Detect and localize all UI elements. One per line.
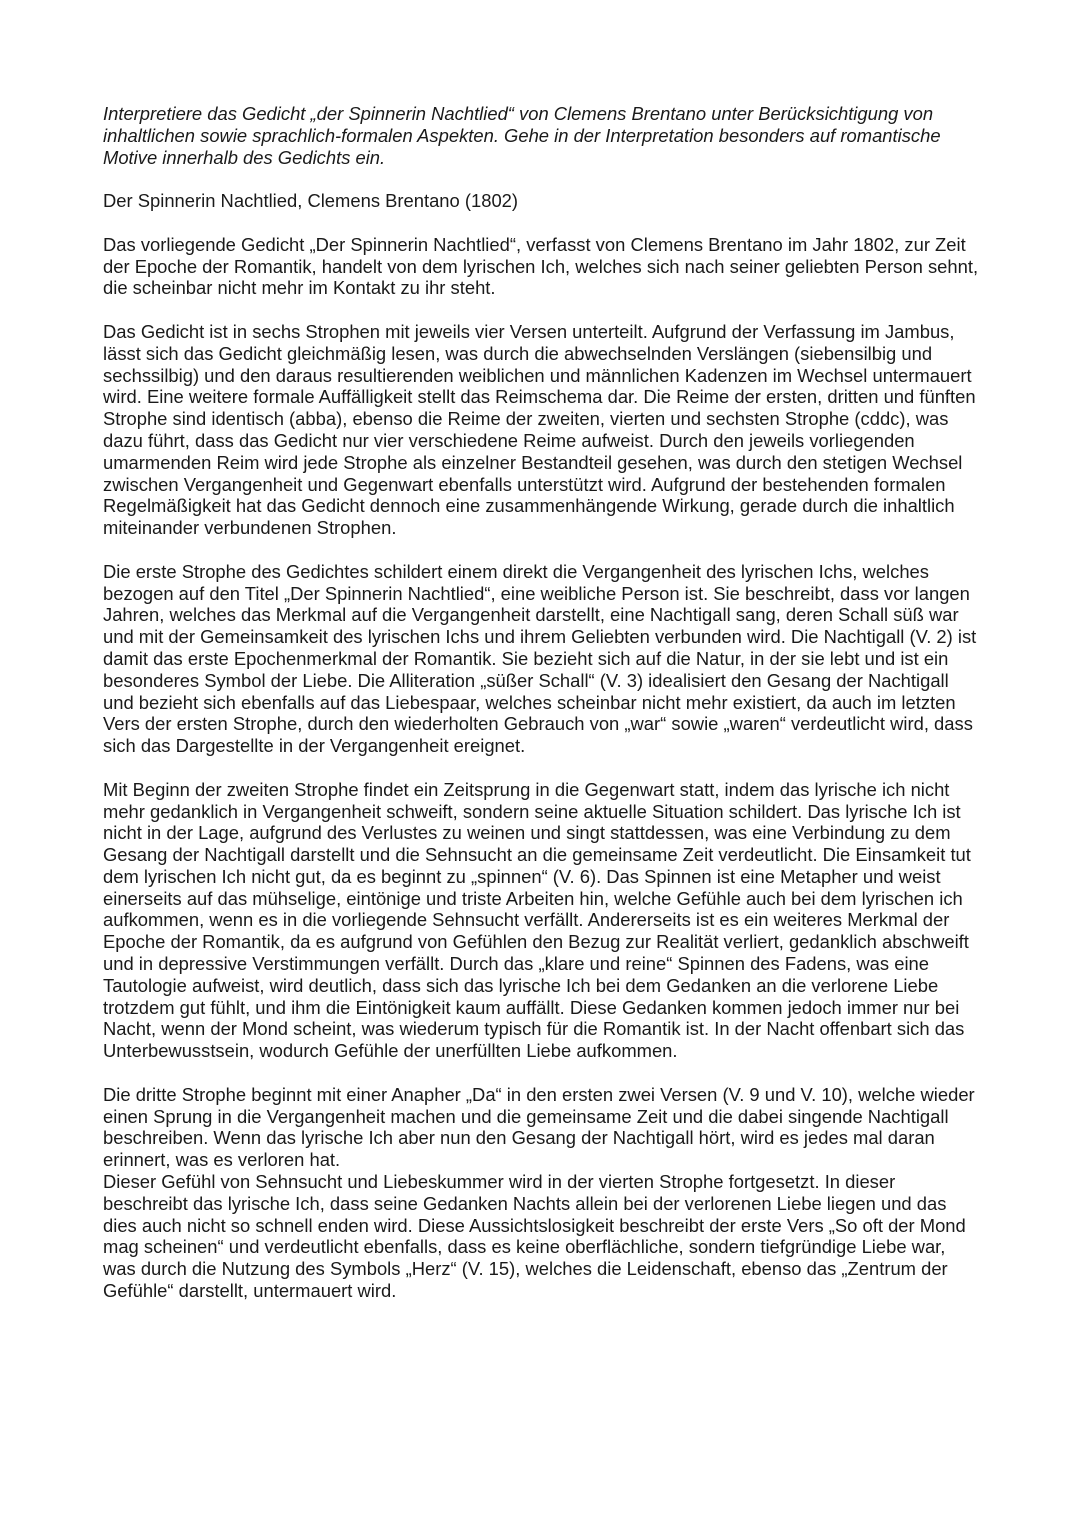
paragraph-introduction: Das vorliegende Gedicht „Der Spinnerin Nachtlied“, verfasst von Clemens Brentano im Jahr 1802, zur Zeit der Epoche der Romantik, handelt von dem lyrischen Ich, welches sich nach seiner geliebten Person sehnt, die scheinbar nicht mehr im Kontakt zu ihr steht. <box>103 233 979 299</box>
paragraph-third-stanza: Die dritte Strophe beginnt mit einer Anapher „Da“ in den ersten zwei Versen (V. 9 und V. 10), welche wieder einen Sprung in die Vergangenheit machen und die gemeinsame Zeit und die dabei singende Nachtigall beschreiben. Wenn das lyrische Ich aber nun den Gesang der Nachtigall hört, wird es jedes mal daran erinnert, was es verloren hat. <box>103 1083 975 1171</box>
document-page <box>103 103 983 1324</box>
paragraph-second-stanza: Mit Beginn der zweiten Strophe findet ein Zeitsprung in die Gegenwart statt, indem das lyrische ich nicht mehr gedanklich in Vergangenheit schweift, sondern seine aktuelle Situation schildert. Das lyrische Ich ist nicht in der Lage, aufgrund des Verlustes zu weinen und singt stattdessen, was eine Verbindung zu dem Gesang der Nachtigall darstellt und die Sehnsucht an die gemeinsame Zeit verdeutlicht. Die Einsamkeit tut dem lyrischen Ich nicht gut, da es beginnt zu „spinnen“ (V. 6). Das Spinnen ist eine Metapher und weist einerseits auf das mühselige, eintönige und triste Arbeiten hin, welche Gefühle auch bei dem lyrischen ich aufkommen, wenn es in die vorliegende Sehnsucht verfällt. Andererseits ist es ein weiteres Merkmal der Epoche der Romantik, da es aufgrund von Gefühlen den Bezug zur Realität verliert, gedanklich abschweift und in depressive Verstimmungen verfällt. Durch das „klare und reine“ Spinnen des Fadens, was eine Tautologie aufweist, wird deutlich, dass sich das lyrische Ich bei dem Gedanken an die verlorene Liebe trotzdem gut fühlt, und ihm die Eintönigkeit kaum auffällt. Diese Gedanken kommen jedoch immer nur bei Nacht, wenn der Mond scheint, was wiederum typisch für die Romantik ist. In der Nacht offenbart sich das Unterbewusstsein, wodurch Gefühle der unerfüllten Liebe aufkommen. <box>103 778 971 1062</box>
task-instruction: Interpretiere das Gedicht „der Spinnerin Nachtlied“ von Clemens Brentano unter Berücksichtigung von inhaltlichen sowie sprachlich-formalen Aspekten. Gehe in der Interpretation besonders auf romantische Motive innerhalb des Gedichts ein. <box>103 103 941 168</box>
paragraph-form-analysis: Das Gedicht ist in sechs Strophen mit jeweils vier Versen unterteilt. Aufgrund der Verfassung im Jambus, lässt sich das Gedicht gleichmäßig lesen, was durch die abwechselnden Verslängen (siebensilbig und sechssilbig) und den daraus resultierenden weiblichen und männlichen Kadenzen im Wechsel untermauert wird. Eine weitere formale Auffälligkeit stellt das Reimschema dar. Die Reime der ersten, dritten und fünften Strophe sind identisch (abba), ebenso die Reime der zweiten, vierten und sechsten Strophe (cddc), was dazu führt, dass das Gedicht nur vier verschiedene Reime aufweist. Durch den jeweils vorliegenden umarmenden Reim wird jede Strophe als einzelner Bestandteil gesehen, was durch den stetigen Wechsel zwischen Vergangenheit und Gegenwart ebenfalls unterstützt wird. Aufgrund der bestehenden formalen Regelmäßigkeit hat das Gedicht dennoch eine zusammenhängende Wirkung, gerade durch die inhaltlich miteinander verbundenen Strophen. <box>103 320 976 539</box>
paragraph-fourth-stanza: Dieser Gefühl von Sehnsucht und Liebeskummer wird in der vierten Strophe fortgesetzt. In dieser beschreibt das lyrische Ich, dass seine Gedanken Nachts allein bei der verlorenen Liebe liegen und das dies auch nicht so schnell enden wird. Diese Aussichtslosigkeit beschreibt der erste Vers „So oft der Mond mag scheinen“ und verdeutlicht ebenfalls, dass es keine oberflächliche, sondern tiefgründige Liebe war, was durch die Nutzung des Symbols „Herz“ (V. 15), welches die Leidenschaft, ebenso das „Zentrum der Gefühle“ darstellt, untermauert wird. <box>103 1171 966 1302</box>
document-heading: Der Spinnerin Nachtlied, Clemens Brentano (1802) <box>103 190 519 212</box>
paragraph-first-stanza: Die erste Strophe des Gedichtes schildert einem direkt die Vergangenheit des lyrischen Ichs, welches bezogen auf den Titel „Der Spinnerin Nachtlied“, eine weibliche Person ist. Sie beschreibt, dass vor langen Jahren, welches das Merkmal auf die Vergangenheit darstellt, eine Nachtigall sang, deren Schall süß war und mit der Gemeinsamkeit des lyrischen Ichs und ihrem Geliebten verbunden wird. Die Nachtigall (V. 2) ist damit das erste Epochenmerkmal der Romantik. Sie bezieht sich auf die Natur, in der sie lebt und ist ein besonderes Symbol der Liebe. Die Alliteration „süßer Schall“ (V. 3) idealisiert den Gesang der Nachtigall und bezieht sich ebenfalls auf das Liebespaar, welches scheinbar nicht mehr existiert, da auch im letzten Vers der ersten Strophe, durch den wiederholten Gebrauch von „war“ sowie „waren“ verdeutlicht wird, dass sich das Dargestellte in der Vergangenheit ereignet. <box>103 560 977 757</box>
